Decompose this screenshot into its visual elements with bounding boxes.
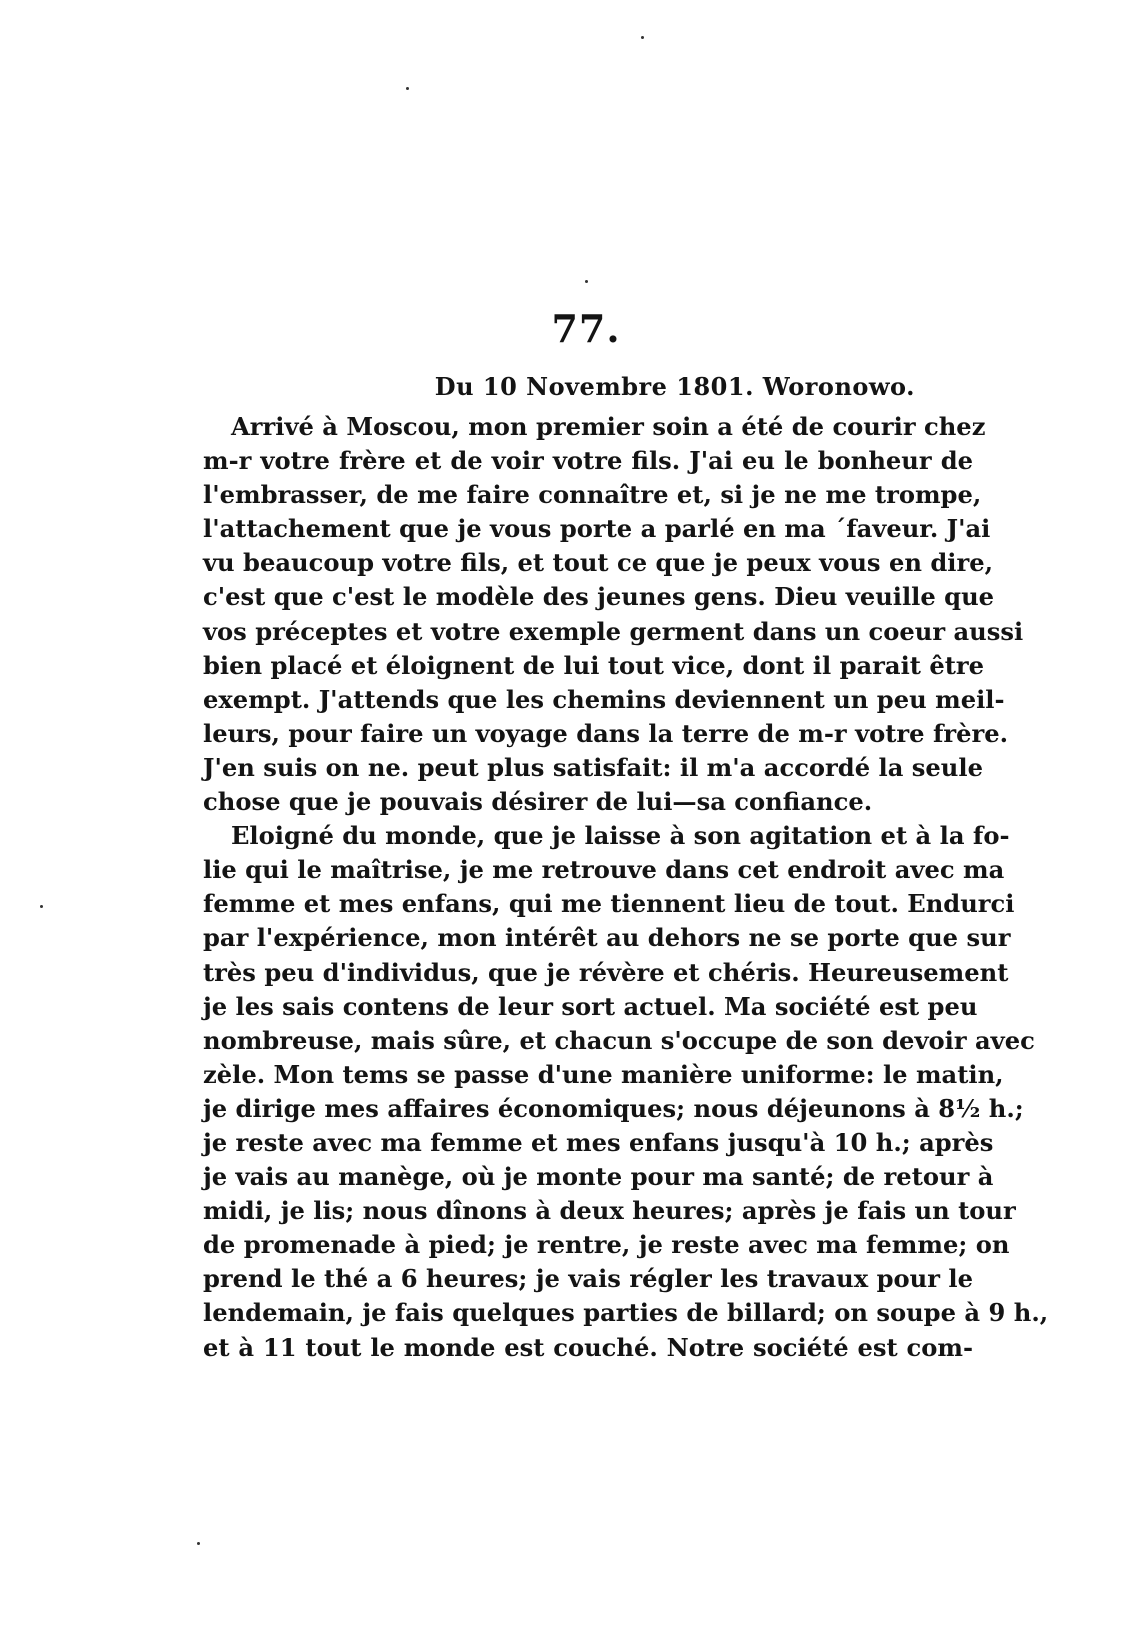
text-line: lie qui le maîtrise, je me retrouve dans cet endroit avec ma <box>203 855 1005 885</box>
text-line: je les sais contens de leur sort actuel. Ma société est peu <box>203 991 978 1021</box>
text-line: bien placé et éloignent de lui tout vice, dont il parait être <box>203 650 985 680</box>
scan-speck <box>197 1542 200 1545</box>
paragraph-1 <box>203 410 1024 819</box>
text-line: l'embrasser, de me faire connaître et, si je ne me trompe, <box>203 480 982 510</box>
text-line: et à 11 tout le monde est couché. Notre société est com- <box>203 1332 973 1362</box>
text-line: nombreuse, mais sûre, et chacun s'occupe de son devoir avec <box>203 1025 1035 1055</box>
text-line: J'en suis on ne. peut plus satisfait: il m'a accordé la seule <box>203 752 983 782</box>
text-line: c'est que c'est le modèle des jeunes gens. Dieu veuille que <box>203 582 995 612</box>
letter-body <box>203 410 1049 1365</box>
paragraph-2 <box>203 819 1049 1365</box>
letter-number <box>0 306 1140 351</box>
text-line: midi, je lis; nous dînons à deux heures; après je fais un tour <box>203 1196 1016 1226</box>
text-line: je reste avec ma femme et mes enfans jusqu'à 10 h.; après <box>203 1127 994 1157</box>
scan-speck <box>406 87 409 90</box>
text-line: lendemain, je fais quelques parties de billard; on soupe à 9 h., <box>203 1298 1049 1328</box>
scan-speck <box>40 905 43 908</box>
scan-speck <box>585 280 588 283</box>
text-line: Eloigné du monde, que je laisse à son agitation et à la fo- <box>231 821 1010 851</box>
text-line: zèle. Mon tems se passe d'une manière uniforme: le matin, <box>203 1059 1004 1089</box>
text-line: l'attachement que je vous porte a parlé en ma ´faveur. J'ai <box>203 514 991 544</box>
scan-speck <box>641 36 644 39</box>
text-line: femme et mes enfans, qui me tiennent lieu de tout. Endurci <box>203 889 1015 919</box>
text-line: vos préceptes et votre exemple germent dans un coeur aussi <box>203 616 1024 646</box>
text-line: très peu d'individus, que je révère et chéris. Heureusement <box>203 957 1009 987</box>
text-line: leurs, pour faire un voyage dans la terre de m-r votre frère. <box>203 718 1009 748</box>
text-line: de promenade à pied; je rentre, je reste avec ma femme; on <box>203 1230 1010 1260</box>
text-line: vu beaucoup votre fils, et tout ce que je peux vous en dire, <box>203 548 994 578</box>
letter-number-text: 77. <box>551 306 621 351</box>
text-line: par l'expérience, mon intérêt au dehors ne se porte que sur <box>203 923 1011 953</box>
text-line: Arrivé à Moscou, mon premier soin a été de courir chez <box>231 412 986 441</box>
text-line: chose que je pouvais désirer de lui—sa confiance. <box>203 787 873 817</box>
text-line: m-r votre frère et de voir votre fils. J'ai eu le bonheur de <box>203 446 973 476</box>
text-line: prend le thé a 6 heures; je vais régler les travaux pour le <box>203 1264 973 1294</box>
text-line: exempt. J'attends que les chemins deviennent un peu meil- <box>203 684 1005 714</box>
text-line: je dirige mes affaires économiques; nous déjeunons à 8½ h.; <box>203 1093 1024 1123</box>
dateline: Du 10 Novembre 1801. Woronowo. <box>434 372 915 401</box>
text-line: je vais au manège, où je monte pour ma santé; de retour à <box>203 1162 994 1192</box>
